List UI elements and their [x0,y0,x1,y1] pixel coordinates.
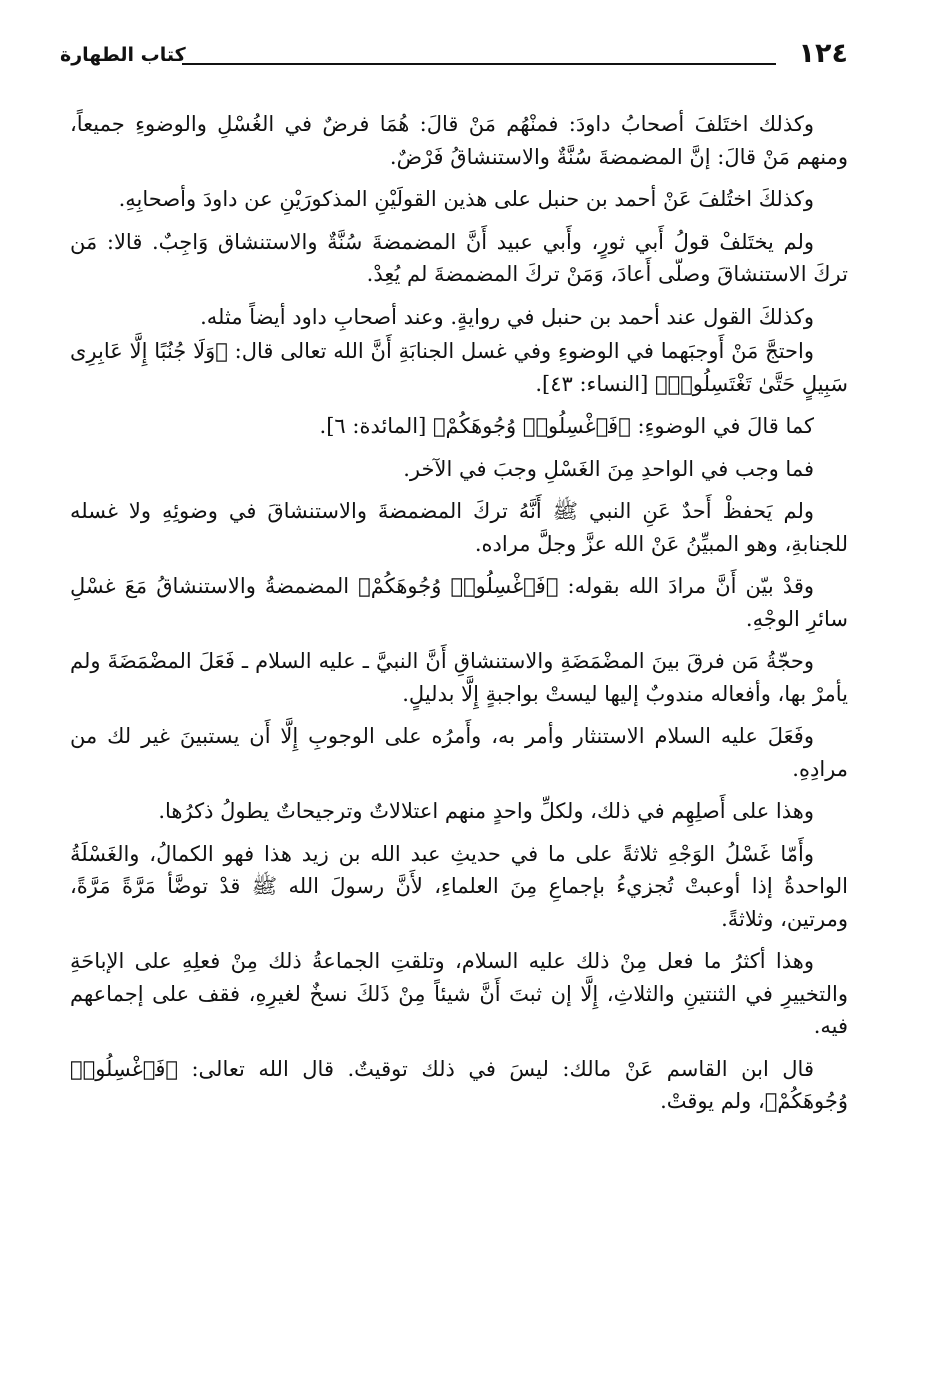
text-body [70,108,848,1128]
paragraph: قال ابن القاسم عَنْ مالك: ليسَ في ذلك توقيتٌ. قال الله تعالى: ﴿فَٱغْسِلُوا۟ وُجُوهَكُمْ﴾، ولم يوقتْ. [70,1056,848,1113]
paragraph: وهذا أكثرُ ما فعل مِنْ ذلك عليه السلام، وتلقتِ الجماعةُ ذلك مِنْ فعلِهِ على الإباحَةِ والتخييرِ في الثنتينِ والثلاثِ، إِلَّا إن ثبتَ أَنَّ شيئاً مِنْ ذَلكَ نسخٌ لغيرِهِ، فقف على إجماعهم فيه. [70,949,848,1038]
paragraph: وأَمّا غَسْلُ الوَجْهِ ثلاثةً على ما في حديثِ عبد الله بن زيد هذا فهو الكمالُ، والغَسْلَةُ الواحدةُ إذا أوعبتْ تُجزيءُ بإجماعِ مِنَ العلماءِ، لأَنَّ رسولَ الله ﷺ قدْ توضَّأ مَرَّةً مَرَّةً، ومرتين، وثلاثةً. [70,841,848,931]
paragraph: وكذلكَ اختُلفَ عَنْ أحمد بن حنبل على هذين القولَيْنِ المذكورَيْنِ عن داودَ وأصحابِهِ. [118,187,814,211]
paragraph: وهذا على أَصلِهِم في ذلك، ولكلِّ واحدٍ منهم اعتلالاتٌ وترجيحاتٌ يطولُ ذكرُها. [158,799,814,823]
paragraph: ولم يَحفظْ أَحدٌ عَنِ النبي ﷺ أَنَّهُ تركَ المضمضةَ والاستنشاقَ في وضوئِهِ ولا غسله للجنابةِ، وهو المبيِّنُ عَنْ الله عزَّ وجلَّ مراده. [70,499,848,556]
paragraph: وفَعَلَ عليه السلام الاستنثار وأمر به، وأَمرُه على الوجوبِ إِلَّا أَن يستبينَ غير لك من مرادِهِ. [70,724,848,781]
page-number: ١٢٤ [798,38,848,69]
running-title: كتاب الطهارة [60,44,186,66]
paragraph: وكذلكَ القول عند أحمد بن حنبل في روايةٍ. وعند أصحابِ داود أيضاً مثله. [200,304,814,329]
paragraph: وكذلك اختَلفَ أصحابُ داودَ: فمنْهُم مَنْ قالَ: هُمَا فرضٌ في الغُسْلِ والوضوءِ جميعاً، ومنهم مَنْ قالَ: إنَّ المضمضةَ سُنَّةٌ والاستنشاقُ فَرْضٌ. [70,112,848,169]
paragraph: وحجّةُ مَن فرقَ بينَ المضْمَضَةِ والاستنشاقِ أَنَّ النبيَّ ـ عليه السلام ـ فَعَلَ المضْمَضَةَ ولم يأمرْ بها، وأفعاله مندوبٌ إليها ليستْ بواجبةٍ إِلَّا بدليلٍ. [70,649,848,706]
page-header [60,36,848,76]
paragraph: وقدْ بيّن أَنَّ مرادَ الله بقوله: ﴿فَٱغْسِلُوا۟ وُجُوهَكُمْ﴾ المضمضةُ والاستنشاقُ مَعَ غسْلِ سائرِ الوجْهِ. [70,574,848,631]
paragraph: كما قالَ في الوضوءِ: ﴿فَٱغْسِلُوا۟ وُجُوهَكُمْ﴾ [المائدة: ٦]. [319,414,814,438]
header-rule [182,63,776,65]
paragraph: واحتجَّ مَنْ أَوجبَهما في الوضوءِ وفي غسل الجنابَةِ أَنَّ الله تعالى قال: ﴿وَلَا جُنُبًا إِلَّا عَابِرِى سَبِيلٍ حَتَّىٰ تَغْتَسِلُوا۟﴾ [النساء: ٤٣]. [70,339,848,396]
paragraph: ولم يختَلفْ قولُ أَبي ثورٍ، وأَبي عبيد أَنَّ المضمضةَ سُنَّةٌ والاستنشاق وَاجِبٌ. قالا: مَن تركَ الاستنشاقَ وصلّى أَعادَ، وَمَنْ تركَ المضمضةَ لم يُعِدْ. [70,229,848,286]
paragraph: فما وجب في الواحدِ مِنَ الغَسْلِ وجبَ في الآخر. [403,456,814,481]
